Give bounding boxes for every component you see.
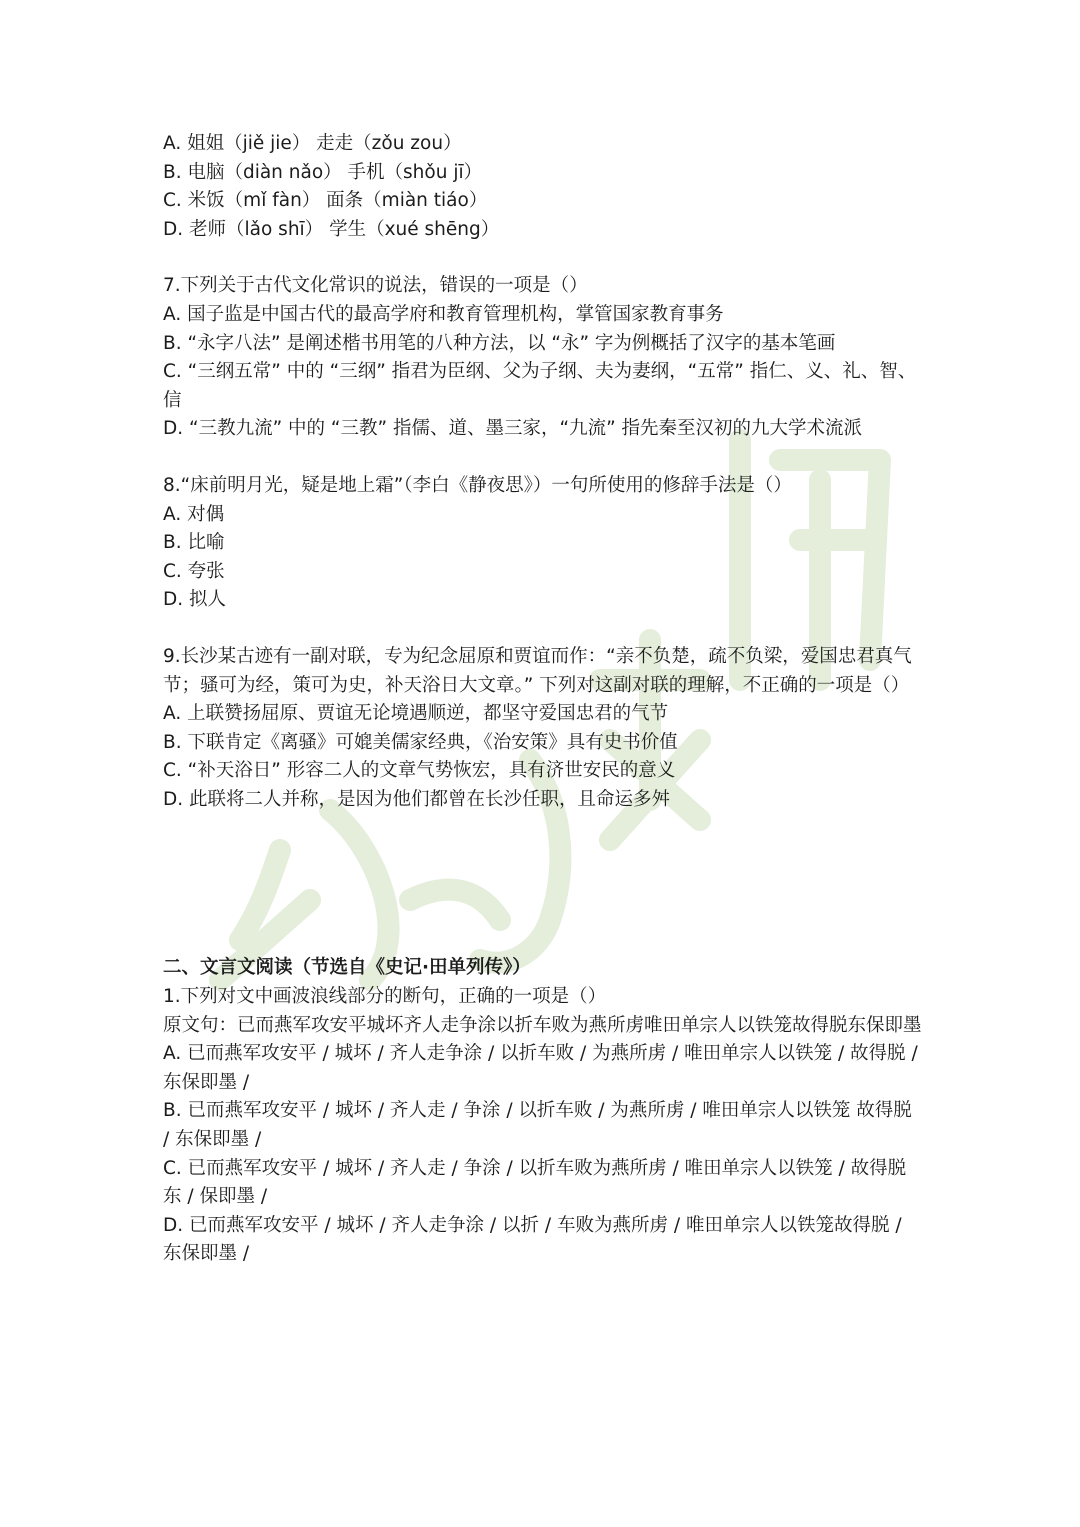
option-a: A. 上联赞扬屈原、贾谊无论境遇顺逆，都坚守爱国忠君的气节 xyxy=(163,703,669,725)
option-b: B. 下联肯定《离骚》可媲美儒家经典，《治安策》具有史书价值 xyxy=(163,731,678,753)
question-stem: 8.“床前明月光，疑是地上霜”（李白《静夜思》）一句所使用的修辞手法是（） xyxy=(163,474,792,496)
option-a: A. 国子监是中国古代的最高学府和教育管理机构，掌管国家教育事务 xyxy=(163,303,724,325)
option-a: A. 已而燕军攻安平 / 城坏 / 齐人走争涂 / 以折车败 / 为燕所虏 / 唯田单宗人以铁笼 / 故得脱 / 东保即墨 / xyxy=(163,1043,918,1093)
option-c: C. 米饭（mǐ fàn） 面条（miàn tiáo） xyxy=(163,190,488,212)
spacer xyxy=(163,842,923,954)
question-9 xyxy=(163,643,923,815)
question-7 xyxy=(163,272,923,444)
option-b: B. 电脑（diàn nǎo） 手机（shǒu jī） xyxy=(163,161,483,183)
option-d: D. “三教九流” 中的 “三教” 指儒、道、墨三家，“九流” 指先秦至汉初的九大学术流派 xyxy=(163,418,863,440)
question-stem: 1.下列对文中画波浪线部分的断句，正确的一项是（） xyxy=(163,986,607,1008)
option-b: B. “永字八法” 是阐述楷书用笔的八种方法，以 “永” 字为例概括了汉字的基本笔画 xyxy=(163,332,836,354)
option-d: D. 已而燕军攻安平 / 城坏 / 齐人走争涂 / 以折 / 车败为燕所虏 / 唯田单宗人以铁笼故得脱 / 东保即墨 / xyxy=(163,1214,902,1265)
option-c: C. “补天浴日” 形容二人的文章气势恢宏，具有济世安民的意义 xyxy=(163,760,676,782)
section-title: 二、文言文阅读（节选自《史记·田单列传》） xyxy=(163,957,531,979)
question-stem: 9.长沙某古迹有一副对联，专为纪念屈原和贾谊而作：“亲不负楚，疏不负梁，爱国忠君真气节；骚可为经，策可为史，补天浴日大文章。” 下列对这副对联的理解，不正确的一项是（） xyxy=(163,645,912,696)
option-b: B. 已而燕军攻安平 / 城坏 / 齐人走 / 争涂 / 以折车败 / 为燕所虏 / 唯田单宗人以铁笼 故得脱 / 东保即墨 / xyxy=(163,1100,912,1151)
option-d: D. 此联将二人并称，是因为他们都曾在长沙任职，且命运多舛 xyxy=(163,788,671,810)
question-stem: 7.下列关于古代文化常识的说法，错误的一项是（） xyxy=(163,275,588,297)
question-8 xyxy=(163,472,923,615)
option-c: C. “三纲五常” 中的 “三纲” 指君为臣纲、父为子纲、夫为妻纲，“五常” 指仁、义、礼、智、信 xyxy=(163,361,917,411)
original-sentence: 原文句：已而燕军攻安平城坏齐人走争涂以折车败为燕所虏唯田单宗人以铁笼故得脱东保即墨 xyxy=(163,1014,922,1036)
option-a: A. 对偶 xyxy=(163,503,225,525)
option-c: C. 夸张 xyxy=(163,560,225,582)
option-c: C. 已而燕军攻安平 / 城坏 / 齐人走 / 争涂 / 以折车败为燕所虏 / 唯田单宗人以铁笼 / 故得脱东 / 保即墨 / xyxy=(163,1157,907,1208)
document-body xyxy=(163,130,923,1269)
option-b: B. 比喻 xyxy=(163,532,225,554)
section-classical-reading xyxy=(163,954,923,1269)
option-d: D. 拟人 xyxy=(163,589,227,611)
option-a: A. 姐姐（jiě jie） 走走（zǒu zou） xyxy=(163,133,462,154)
option-d: D. 老师（lǎo shī） 学生（xué shēng） xyxy=(163,218,500,240)
question-6-options xyxy=(163,130,923,244)
